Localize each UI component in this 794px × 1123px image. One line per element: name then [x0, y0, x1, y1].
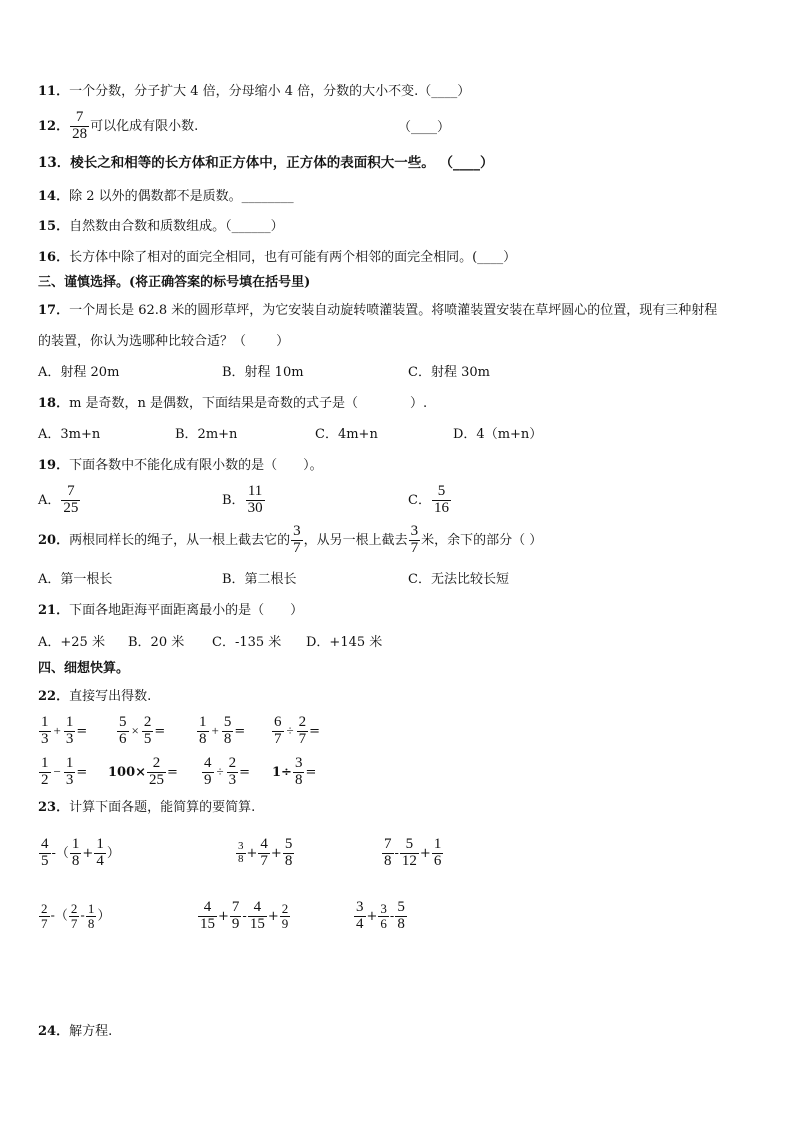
question-number: 15．	[38, 219, 70, 234]
calc-expression: $\frac{4}{15}$ + $\frac{7}{9}$ - $\frac{4}{15}$ + $\frac{2}{9}$	[200, 899, 289, 932]
option-b: B．射程 10m	[222, 365, 304, 380]
fraction: $\frac{11}{30}$	[247, 483, 263, 516]
question-text: 直接写出得数.	[69, 689, 152, 704]
option-b: B．2m+n	[175, 427, 238, 442]
question-number: 21．	[38, 603, 70, 618]
question-number: 23．	[38, 800, 70, 815]
oral-calc-item: $\frac{1}{2}$ − $\frac{1}{3}$ =	[41, 755, 88, 788]
option-b: B．第二根长	[222, 572, 297, 587]
question-text: 棱长之和相等的长方体和正方体中，正方体的表面积大一些。 （____）	[70, 155, 494, 171]
question-text: 一个周长是 62.8 米的圆形草坪，为它安装自动旋转喷灌装置。将喷灌装置安装在草坪圆心的位置，现有三种射程	[69, 303, 718, 318]
option-c: C．射程 30m	[408, 365, 490, 380]
option-c: C．无法比较长短	[408, 572, 509, 587]
fraction: $\frac{5}{16}$	[433, 483, 449, 516]
fraction: $\frac{7}{25}$	[63, 483, 79, 516]
option-c: C． $\frac{5}{16}$	[408, 483, 449, 516]
oral-calc-item: $\frac{4}{9}$ ÷ $\frac{2}{3}$ =	[204, 755, 251, 788]
oral-calc-item: $\frac{6}{7}$ ÷ $\frac{2}{7}$ =	[274, 714, 321, 747]
question-number: 16．	[38, 250, 70, 265]
question-number: 11．	[38, 84, 70, 99]
question-text: 计算下面各题，能简算的要简算.	[69, 800, 256, 815]
fraction: $\frac{3}{7}$	[410, 523, 419, 556]
question-number: 18．	[38, 396, 70, 411]
question-22	[38, 690, 151, 703]
question-24	[38, 1025, 112, 1038]
fraction: $\frac{3}{7}$	[293, 523, 301, 556]
question-17	[38, 304, 717, 317]
calc-expression: $\frac{4}{5}$ -（ $\frac{1}{8}$ + $\frac{1}{4}$ ）	[41, 836, 120, 869]
section-title-4: 四、细想快算。	[38, 661, 130, 676]
question-text: 下面各数中不能化成有限小数的是（ ）。	[69, 458, 323, 473]
question-14	[38, 190, 294, 203]
option-a: A．射程 20m	[38, 365, 120, 380]
option-d: D．4（m+n）	[453, 427, 543, 442]
question-11	[38, 85, 470, 98]
question-number: 12．	[38, 118, 70, 134]
option-a: A．+25 米	[38, 635, 105, 650]
question-text: 下面各地距海平面距离最小的是（ ）	[69, 603, 304, 618]
option-a: A． $\frac{7}{25}$	[38, 483, 79, 516]
option-d: D．+145 米	[306, 635, 383, 650]
question-18	[38, 397, 427, 410]
option-c: C．-135 米	[212, 635, 282, 650]
question-16	[38, 251, 516, 264]
answer-paren: （____）	[398, 120, 451, 135]
question-number: 13．	[38, 155, 71, 171]
calc-expression: $\frac{7}{8}$ - $\frac{5}{12}$ + $\frac{1}{6}$	[384, 836, 442, 869]
question-17-line2: 的装置，你认为选哪种比较合适？（ ）	[38, 334, 290, 349]
question-number: 20．	[38, 532, 70, 548]
option-a: A．3m+n	[38, 427, 101, 442]
question-number: 24．	[38, 1024, 70, 1039]
option-b: B． $\frac{11}{30}$	[222, 483, 263, 516]
question-text: 自然数由合数和质数组成。（______）	[69, 219, 284, 234]
calc-expression: $\frac{3}{4}$ + $\frac{3}{6}$ - $\frac{5}{8}$	[356, 899, 405, 932]
question-19	[38, 459, 323, 472]
oral-calc-item: $\frac{5}{6}$ × $\frac{2}{5}$ =	[119, 714, 166, 747]
question-23	[38, 801, 255, 814]
option-c: C．4m+n	[315, 427, 378, 442]
section-title-3: 三、谨慎选择。(将正确答案的标号填在括号里)	[38, 275, 311, 290]
question-13	[38, 157, 494, 171]
question-number: 19．	[38, 458, 70, 473]
option-b: B．20 米	[128, 635, 185, 650]
oral-calc-item: 1÷ $\frac{3}{8}$ =	[272, 755, 317, 788]
oral-calc-item: $\frac{1}{8}$ + $\frac{5}{8}$ =	[199, 714, 246, 747]
oral-calc-item: $\frac{1}{3}$ + $\frac{1}{3}$ =	[41, 714, 88, 747]
question-text: 长方体中除了相对的面完全相同，也有可能有两个相邻的面完全相同。(____）	[69, 250, 517, 265]
question-number: 14．	[38, 189, 70, 204]
question-number: 17．	[38, 303, 70, 318]
question-text: 一个分数，分子扩大 4 倍，分母缩小 4 倍，分数的大小不变.（____）	[69, 84, 471, 99]
question-text: 可以化成有限小数.	[90, 118, 199, 134]
calc-expression: $\frac{2}{7}$ -（ $\frac{2}{7}$ - $\frac{1}{8}$ ）	[41, 901, 111, 931]
question-21	[38, 604, 303, 617]
question-number: 22．	[38, 689, 70, 704]
calc-expression: $\frac{3}{8}$ + $\frac{4}{7}$ + $\frac{5}{8}$	[238, 836, 293, 869]
question-text: m 是奇数，n 是偶数，下面结果是奇数的式子是（ ）.	[69, 396, 428, 411]
question-12	[38, 110, 198, 143]
fraction: $\frac{7}{28}$	[72, 109, 88, 142]
oral-calc-item: 100× $\frac{2}{25}$ =	[108, 755, 178, 788]
question-text: 解方程.	[69, 1024, 113, 1039]
option-a: A．第一根长	[38, 572, 113, 587]
question-text: 除 2 以外的偶数都不是质数。________	[69, 189, 294, 204]
question-15	[38, 220, 284, 233]
question-20: 20．两根同样长的绳子，从一根上截去它的 $\frac{3}{7}$ ，从另一根上截去 $\frac{3}{7}$ 米，余下的部分（ ）	[38, 523, 543, 556]
